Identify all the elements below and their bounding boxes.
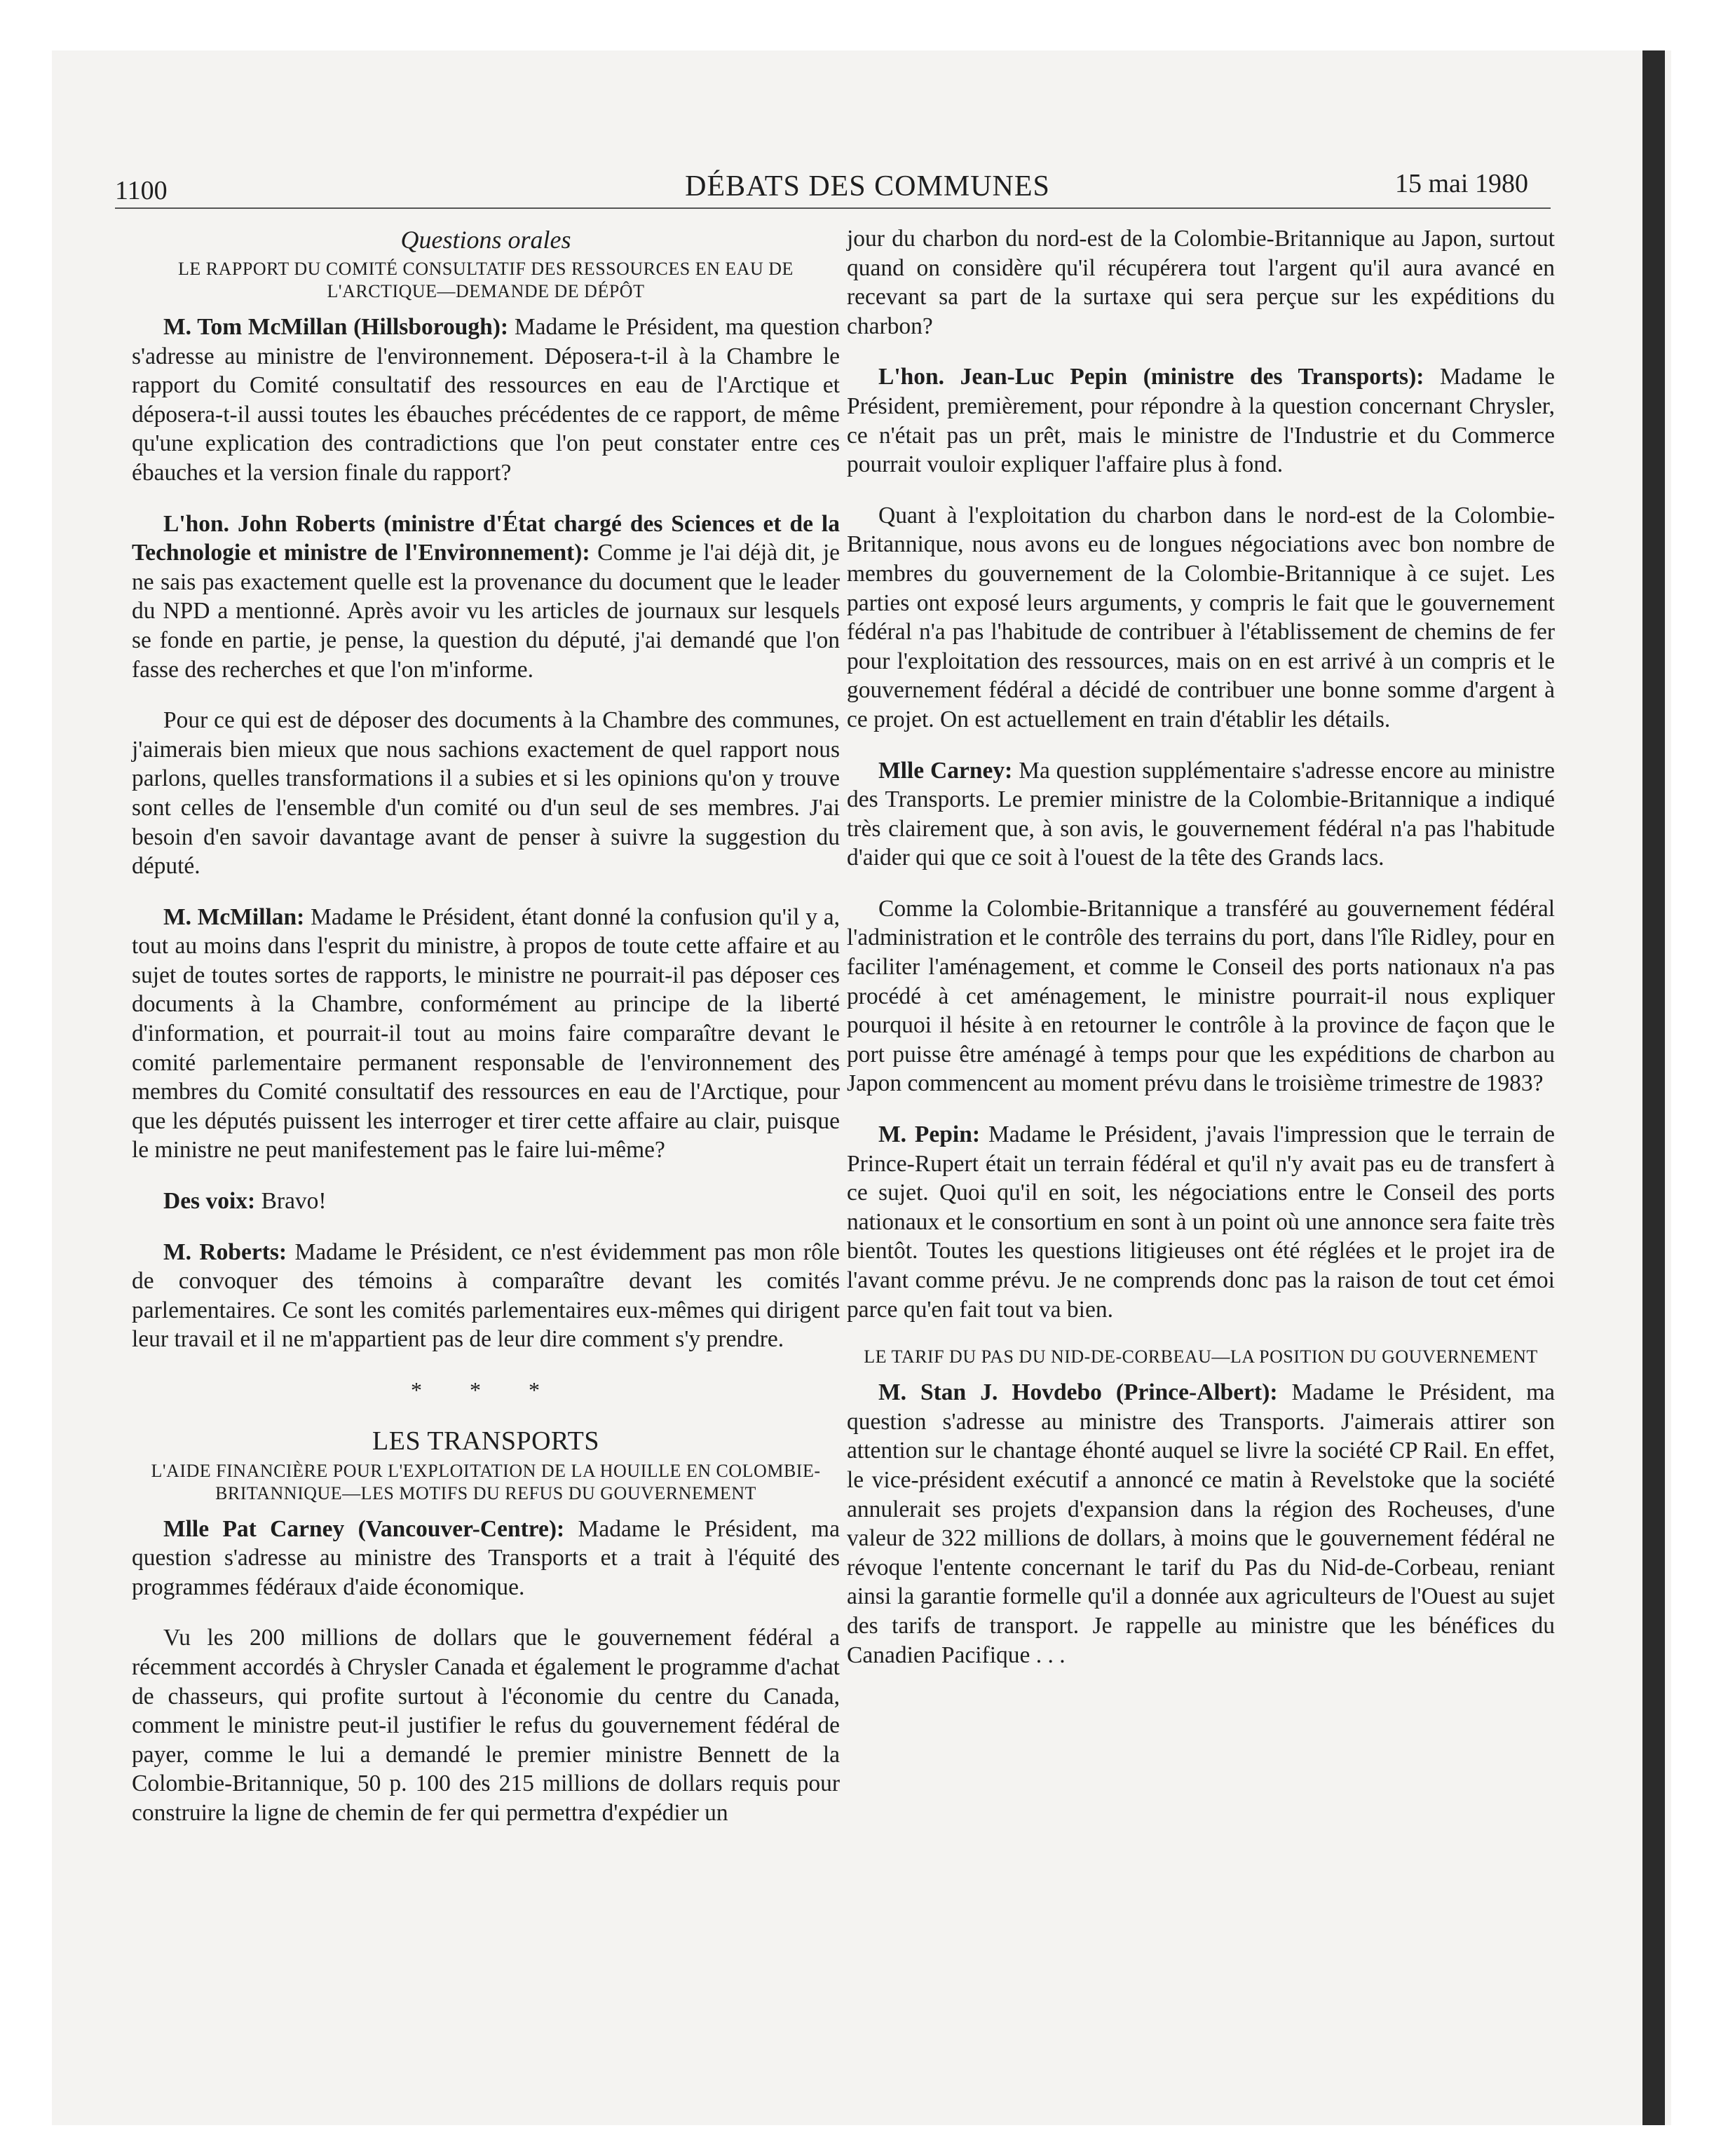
paragraph bbox=[847, 894, 1555, 1098]
paragraph bbox=[132, 706, 840, 881]
speaker: M. Roberts: bbox=[163, 1239, 287, 1265]
subheading: LE RAPPORT DU COMITÉ CONSULTATIF DES RESSOURCES EN EAU DE L'ARCTIQUE—DEMANDE DE DÉPÔT bbox=[178, 259, 794, 301]
speech: Quant à l'exploitation du charbon dans le nord-est de la Colombie-Britannique, nous avons eu de longues négociations avec bon nombre de membres du gouvernement de la Colombie-Britannique à ce sujet. Les parties ont exposé leurs arguments, y compris le fait que le gouvernement fédéral n'a pas l'habitude de contribuer à l'établissement de chemins de fer pour l'exploitation des ressources, mais on en est arrivé à un compris et le gouvernement fédéral a décidé de contribuer une bonne somme d'argent à ce projet. On est actuellement en train d'établir les détails. bbox=[847, 502, 1555, 732]
speech: Madame le Président, ma question s'adresse au ministre des Transports. J'aimerais attirer son attention sur le chantage éhonté auquel se livre la société CP Rail. En effet, le vice-président exécutif a annoncé ce matin à Revelstoke que la société annulerait ses projets d'expansion dans la région des Rocheuses, d'une valeur de 322 millions de dollars, à moins que le gouvernement fédéral ne révoque l'entente concernant le tarif du Pas du Nid-de-Corbeau, reniant ainsi la garantie formelle qu'il a donnée aux agriculteurs de l'Ouest au sujet des tarifs de transport. Je rappelle au ministre que les bénéfices du Canadien Pacifique . . . bbox=[847, 1379, 1555, 1668]
paragraph bbox=[847, 1378, 1555, 1670]
page-title: DÉBATS DES COMMUNES bbox=[685, 170, 1050, 203]
left-column bbox=[132, 224, 840, 1850]
paragraph bbox=[132, 313, 840, 488]
section-title: Questions orales bbox=[400, 226, 571, 254]
speech: Madame le Président, ma question s'adresse au ministre des Transports et a trait à l'équité des programmes fédéraux d'aide économique. bbox=[132, 1515, 840, 1600]
paragraph bbox=[132, 903, 840, 1165]
paragraph bbox=[847, 756, 1555, 873]
speech: Vu les 200 millions de dollars que le gouvernement fédéral a récemment accordés à Chrysler Canada et également le programme d'achat de chasseurs, qui profite surtout à l'économie du centre du Canada, comment le ministre peut-il justifier le refus du gouvernement fédéral de payer, comme le lui a demandé le premier ministre Bennett de la Colombie-Britannique, 50 p. 100 des 215 millions de dollars requis pour construire la ligne de chemin de fer qui permettra d'expédier un bbox=[132, 1625, 840, 1826]
speaker: Mlle Pat Carney (Vancouver-Centre): bbox=[163, 1515, 565, 1542]
speech: Madame le Président, j'avais l'impression que le terrain de Prince-Rupert était un terrain fédéral et qu'il n'y avait pas eu de transfert à ce sujet. Quoi qu'il en soit, les négociations entre le Conseil des ports nationaux et le consortium en sont à un point où une annonce sera faite très bientôt. Toutes les questions litigieuses ont été réglées et le projet ira de l'avant comme prévu. Je ne comprends donc pas la raison de tout cet émoi parce qu'en fait tout va bien. bbox=[847, 1121, 1555, 1323]
speaker: M. McMillan: bbox=[163, 903, 305, 930]
speech: Ma question supplémentaire s'adresse encore au ministre des Transports. Le premier ministre de la Colombie-Britannique a indiqué très clairement que, à son avis, le gouvernement fédéral n'a pas l'habitude d'aider qui que ce soit à l'ouest de la tête des Grands lacs. bbox=[847, 757, 1555, 871]
speaker: Mlle Carney: bbox=[878, 757, 1013, 784]
speaker: M. Pepin: bbox=[878, 1121, 980, 1148]
speaker: M. Tom McMillan (Hillsborough): bbox=[163, 314, 509, 340]
paragraph bbox=[847, 501, 1555, 735]
paragraph bbox=[132, 1238, 840, 1354]
speech: Pour ce qui est de déposer des documents à la Chambre des communes, j'aimerais bien mieux que nous sachions exactement de quel rapport nous parlons, quelles transformations il a subies et si les opinions qu'on y trouve sont celles de l'ensemble d'un comité ou d'un seul de ses membres. J'ai besoin d'en savoir davantage avant de penser à suivre la suggestion du député. bbox=[132, 707, 840, 880]
speech: Comme la Colombie-Britannique a transféré au gouvernement fédéral l'administration et le contrôle des terrains du port, dans l'île Ridley, pour en faciliter l'aménagement, et comme le Conseil des ports nationaux n'a pas procédé à cet aménagement, le ministre pourrait-il nous expliquer pourquoi il hésite à en retourner le contrôle à la province de façon que le port puisse être aménagé à temps pour que les expéditions de charbon au Japon commencent au moment prévu dans le troisième trimestre de 1983? bbox=[847, 895, 1555, 1097]
subheading: LE TARIF DU PAS DU NID-DE-CORBEAU—LA POSITION DU GOUVERNEMENT bbox=[864, 1346, 1538, 1367]
speech: Madame le Président, étant donné la confusion qu'il y a, tout au moins dans l'esprit du ministre, à propos de toute cette affaire et au sujet de toutes sortes de rapports, le ministre ne pourrait-il pas déposer ces documents à la Chambre, conformément au principe de la liberté d'information, et pourrait-il tout au moins faire comparaître devant le comité parlementaire permanent responsable de l'environnement des membres du Comité consultatif des ressources en eau de l'Arctique, pour que les députés puissent les interroger et tirer cette affaire au clair, puisque le ministre ne peut manifestement pas le faire lui-même? bbox=[132, 903, 840, 1164]
speech: Bravo! bbox=[255, 1188, 327, 1215]
section-separator: * * * bbox=[411, 1377, 561, 1403]
section-heading: LES TRANSPORTS bbox=[372, 1426, 599, 1456]
paragraph bbox=[132, 1515, 840, 1602]
speaker: M. Stan J. Hovdebo (Prince-Albert): bbox=[878, 1379, 1278, 1406]
speech: Comme je l'ai déjà dit, je ne sais pas exactement quelle est la provenance du document que le leader du NPD a mentionné. Après avoir vu les articles de journaux sur lesquels se fonde en partie, je pense, la question du député, j'ai demandé que l'on fasse des recherches et que l'on m'informe. bbox=[132, 540, 840, 683]
header-rule bbox=[115, 207, 1551, 209]
paragraph bbox=[132, 1187, 840, 1216]
speech: jour du charbon du nord-est de la Colombie-Britannique au Japon, surtout quand on considère qu'il récupérera tout l'argent qu'il aura avancé en recevant sa part de la surtaxe qui sera perçue sur les expéditions du charbon? bbox=[847, 226, 1555, 339]
paragraph bbox=[847, 224, 1555, 341]
paragraph bbox=[132, 510, 840, 685]
page-date: 15 mai 1980 bbox=[1395, 169, 1528, 198]
scan-edge bbox=[1642, 50, 1665, 2125]
right-column bbox=[847, 224, 1555, 1691]
paragraph bbox=[847, 1120, 1555, 1324]
speech: Madame le Président, premièrement, pour répondre à la question concernant Chrysler, ce n'était pas un prêt, mais le ministre de l'Industrie et du Commerce pourrait vouloir expliquer l'affaire plus à fond. bbox=[847, 364, 1555, 478]
speaker: L'hon. Jean-Luc Pepin (ministre des Transports): bbox=[878, 364, 1424, 390]
paragraph bbox=[132, 1623, 840, 1827]
speech: Madame le Président, ma question s'adresse au ministre de l'environnement. Déposera-t-il à la Chambre le rapport du Comité consultatif des ressources en eau de l'Arctique et déposera-t-il aussi toutes les ébauches précédentes de ce rapport, de même qu'une explication des contradictions que l'on peut constater entre ces ébauches et la version finale du rapport? bbox=[132, 314, 840, 486]
speaker: Des voix: bbox=[163, 1188, 256, 1215]
page-number: 1100 bbox=[115, 176, 168, 205]
speaker: L'hon. John Roberts (ministre d'État chargé des Sciences et de la Technologie et ministre de l'Environnement): bbox=[132, 510, 840, 566]
paragraph bbox=[847, 362, 1555, 479]
speech: Madame le Président, ce n'est évidemment pas mon rôle de convoquer des témoins à comparaître devant les comités parlementaires. Ce sont les comités parlementaires eux-mêmes qui dirigent leur travail et il ne m'appartient pas de leur dire comment s'y prendre. bbox=[132, 1239, 841, 1353]
subheading: L'AIDE FINANCIÈRE POUR L'EXPLOITATION DE LA HOUILLE EN COLOMBIE-BRITANNIQUE—LES MOTIFS DU REFUS DU GOUVERNEMENT bbox=[151, 1460, 821, 1503]
